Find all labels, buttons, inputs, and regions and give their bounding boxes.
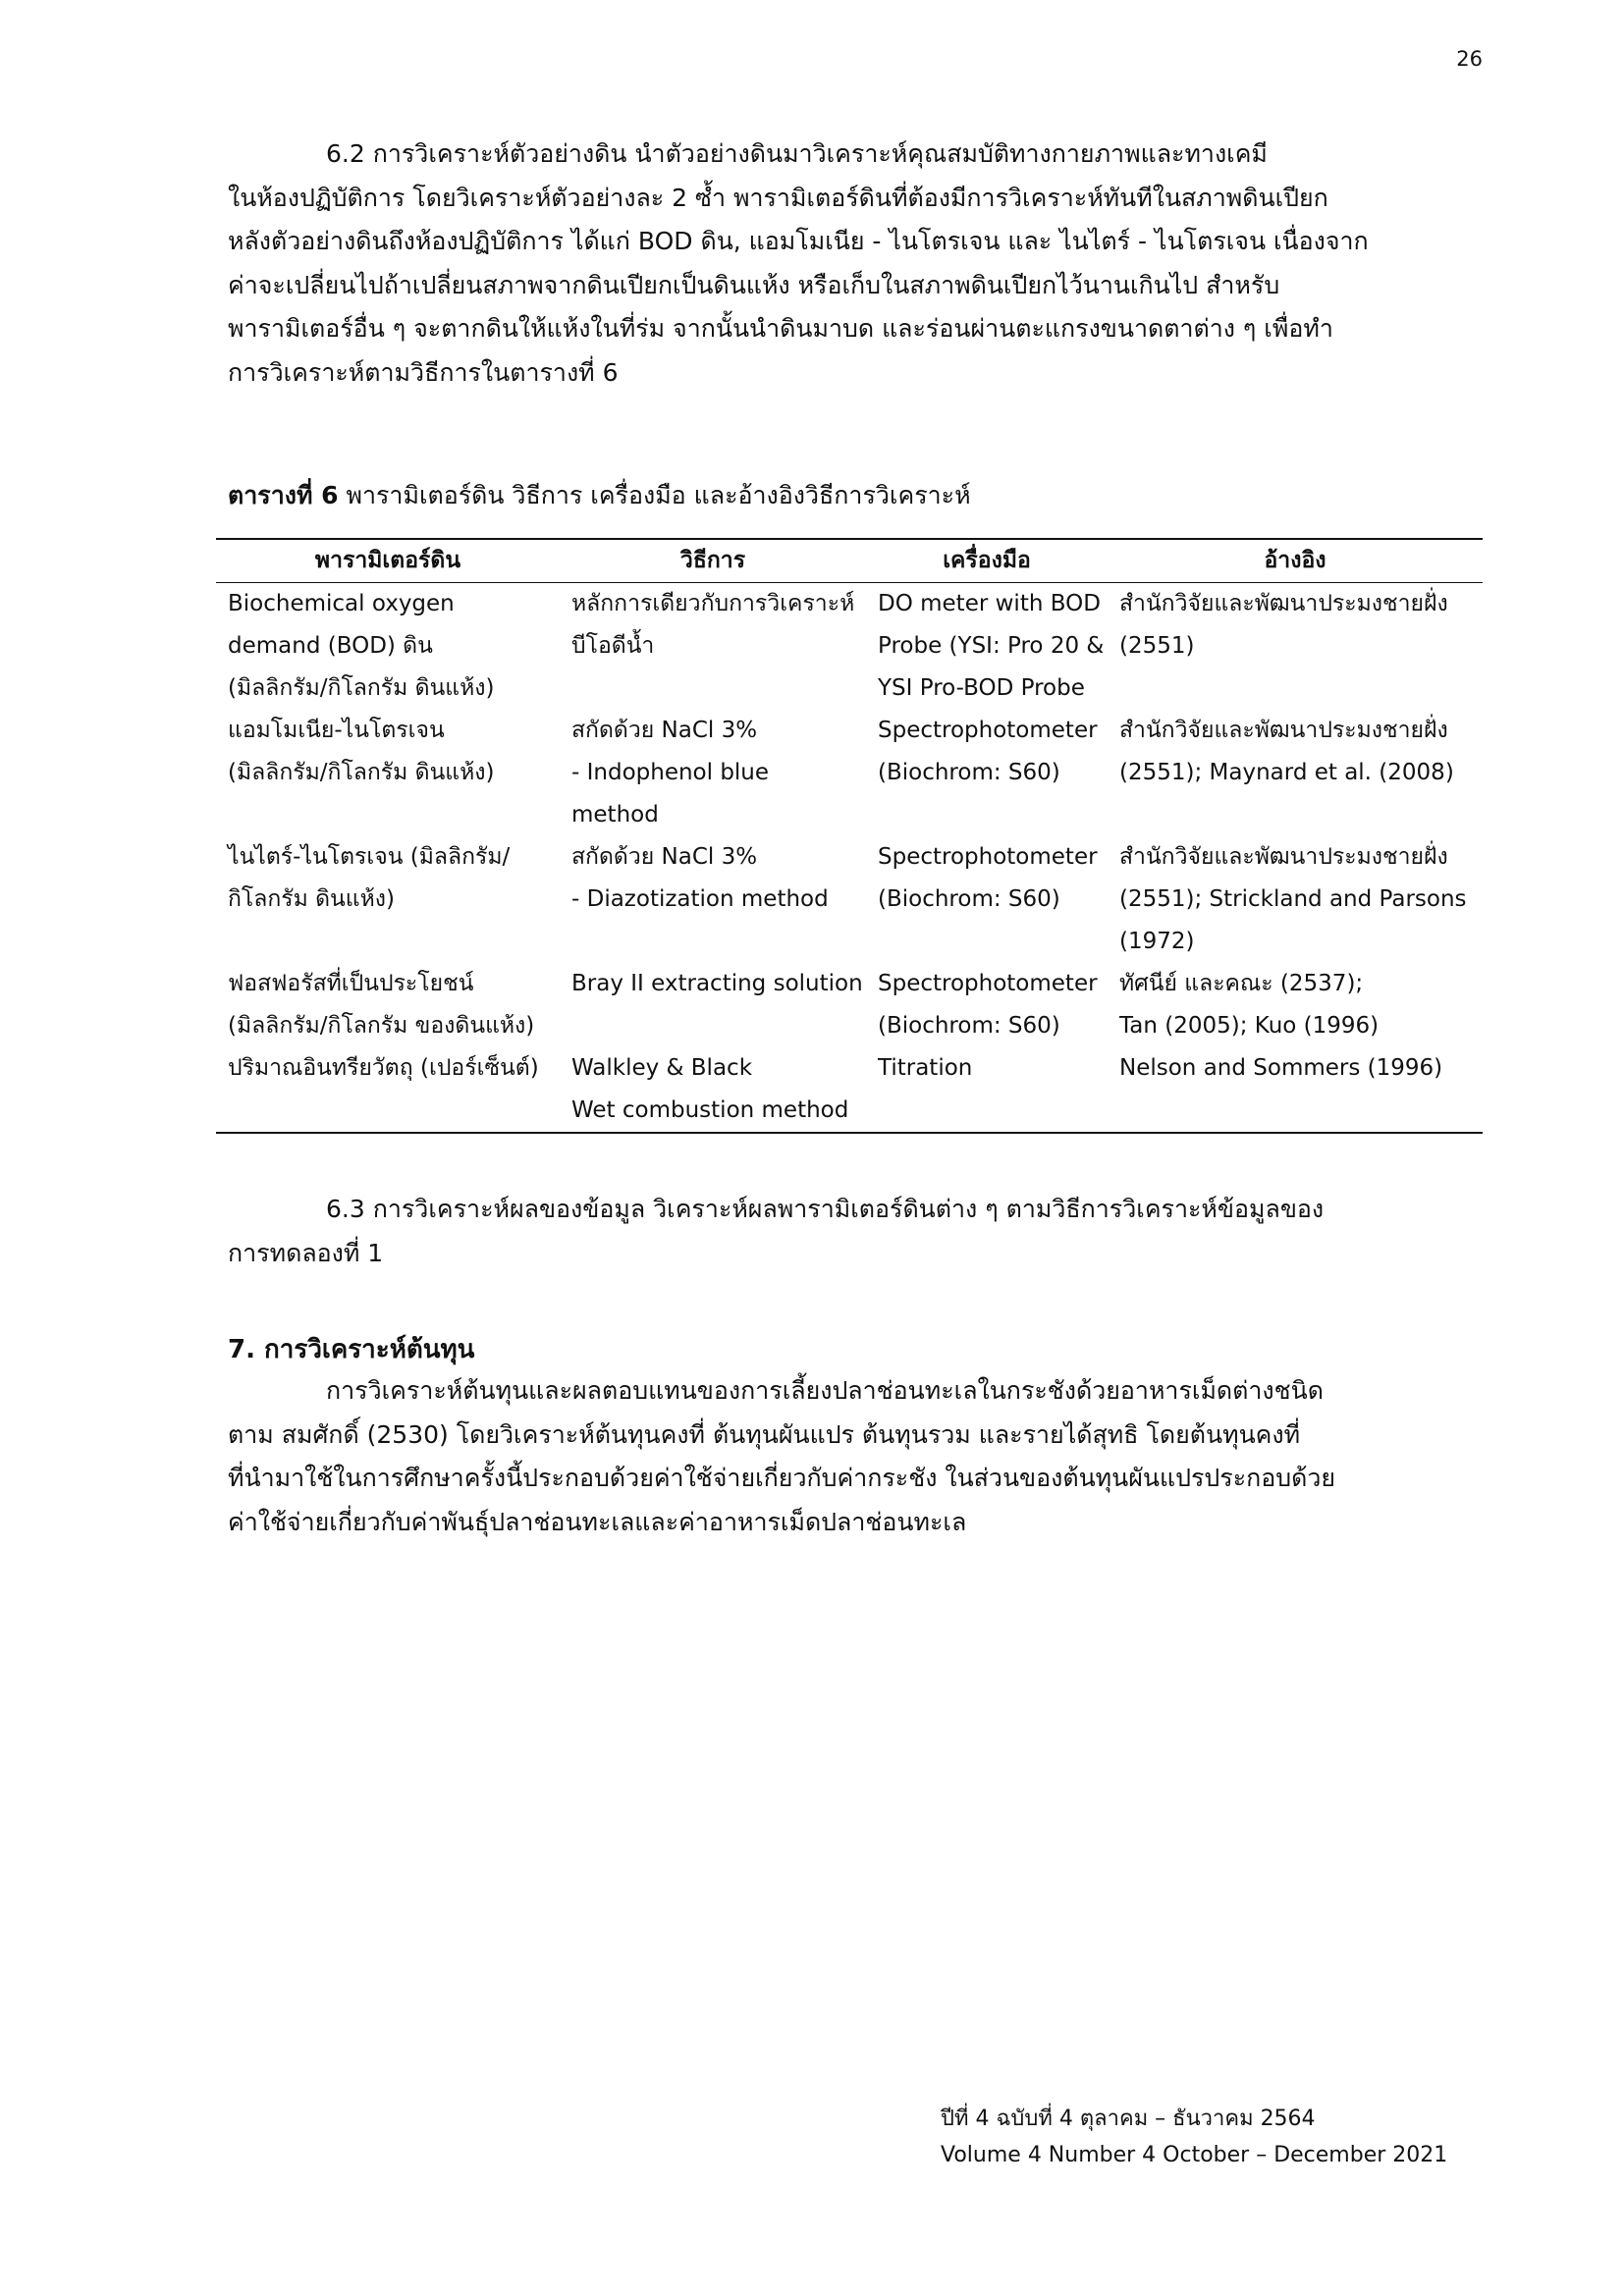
cell-line: (Biochrom: S60) (878, 886, 1060, 912)
cell-line: (1972) (1119, 929, 1195, 954)
table-cell (866, 963, 1108, 1047)
section-heading-7: 7. การวิเคราะห์ต้นทุน (228, 1335, 475, 1364)
text-line: ตาม สมศักดิ์ (2530) โดยวิเคราะห์ต้นทุนคงที่ ต้นทุนผันแปร ต้นทุนรวม และรายได้สุทธิ โดยต้นทุนคงที่ (228, 1419, 1301, 1449)
cell-line: YSI Pro-BOD Probe (878, 675, 1085, 701)
cell-line: Wet combustion method (571, 1097, 849, 1123)
text-line: หลังตัวอย่างดินถึงห้องปฏิบัติการ ได้แก่ BOD ดิน, แอมโมเนีย - ไนโตรเจน และ ไนไตร์ - ไนโตรเจน เนื่องจาก (228, 227, 1369, 255)
cell-line: (2551) (1119, 633, 1195, 659)
cell-line: Titration (878, 1055, 973, 1081)
table-cell (560, 1047, 866, 1133)
text-line: พารามิเตอร์อื่น ๆ จะตากดินให้แห้งในที่ร่ม จากนั้นนำดินมาบด และร่อนผ่านตะแกรงขนาดตาต่าง ๆ เพื่อทำ (228, 314, 1333, 343)
text-line: การทดลองที่ 1 (228, 1238, 384, 1267)
cell-line: (2551); Strickland and Parsons (1119, 886, 1467, 912)
table-cell (560, 583, 866, 711)
cell-line: ปริมาณอินทรียวัตถุ (เปอร์เซ็นต์) (228, 1055, 539, 1081)
cell-line: Bray II extracting solution (571, 971, 863, 996)
cell-line: หลักการเดียวกับการวิเคราะห์ (571, 591, 855, 616)
text-line: ที่นำมาใช้ในการศึกษาครั้งนี้ประกอบด้วยค่าใช้จ่ายเกี่ยวกับค่ากระชัง ในส่วนของต้นทุนผันแปรประกอบด้วย (228, 1464, 1336, 1492)
table-cell (866, 710, 1108, 836)
footer-english: Volume 4 Number 4 October – December 2021 (941, 2143, 1448, 2167)
cell-line: DO meter with BOD (878, 591, 1101, 616)
cell-line: Probe (YSI: Pro 20 & (878, 633, 1105, 659)
cell-line: Biochemical oxygen (228, 591, 455, 616)
column-header: อ้างอิง (1108, 539, 1483, 583)
table-cell (560, 710, 866, 836)
cell-line: Spectrophotometer (878, 718, 1098, 743)
table-cell (216, 836, 560, 963)
cell-line: - Diazotization method (571, 886, 829, 912)
table-caption (228, 476, 1483, 515)
table-cell (1108, 710, 1483, 836)
table-row (216, 963, 1483, 1047)
cell-line: demand (BOD) ดิน (228, 633, 433, 659)
cell-line: Tan (2005); Kuo (1996) (1119, 1013, 1380, 1039)
cell-line: บีโอดีน้ำ (571, 633, 655, 659)
table-caption-text: พารามิเตอร์ดิน วิธีการ เครื่องมือ และอ้างอิงวิธีการวิเคราะห์ (338, 481, 971, 509)
cell-line: สกัดด้วย NaCl 3% (571, 718, 758, 743)
paragraph-7 (228, 1369, 1483, 1544)
table-row (216, 836, 1483, 963)
footer-thai: ปีที่ 4 ฉบับที่ 4 ตุลาคม – ธันวาคม 2564 (941, 2107, 1316, 2131)
table-cell (216, 583, 560, 711)
cell-line: ฟอสฟอรัสที่เป็นประโยชน์ (228, 971, 474, 996)
cell-line: Nelson and Sommers (1996) (1119, 1055, 1443, 1081)
table-cell (560, 963, 866, 1047)
table-cell (1108, 583, 1483, 711)
cell-line: กิโลกรัม ดินแห้ง) (228, 886, 395, 912)
column-header: พารามิเตอร์ดิน (216, 539, 560, 583)
paragraph-6-3 (228, 1188, 1483, 1275)
text-line: ในห้องปฏิบัติการ โดยวิเคราะห์ตัวอย่างละ 2 ซ้ำ พารามิเตอร์ดินที่ต้องมีการวิเคราะห์ทันทีในสภาพดินเปียก (228, 183, 1328, 212)
cell-line: สำนักวิจัยและพัฒนาประมงชายฝั่ง (1119, 591, 1448, 616)
cell-line: สำนักวิจัยและพัฒนาประมงชายฝั่ง (1119, 718, 1448, 743)
table-cell (216, 710, 560, 836)
paragraph-6-2 (228, 133, 1483, 395)
text-line: ค่าจะเปลี่ยนไปถ้าเปลี่ยนสภาพจากดินเปียกเป็นดินแห้ง หรือเก็บในสภาพดินเปียกไว้นานเกินไป สำหรับ (228, 270, 1280, 299)
table-row (216, 1047, 1483, 1133)
column-header: เครื่องมือ (866, 539, 1108, 583)
text-line: 6.2 การวิเคราะห์ตัวอย่างดิน นำตัวอย่างดินมาวิเคราะห์คุณสมบัติทางกายภาพและทางเคมี (326, 139, 1268, 168)
text-line: การวิเคราะห์ตามวิธีการในตารางที่ 6 (228, 357, 619, 387)
cell-line: (2551); Maynard et al. (2008) (1119, 760, 1454, 785)
cell-line: สกัดด้วย NaCl 3% (571, 844, 758, 870)
cell-line: (มิลลิกรัม/กิโลกรัม ของดินแห้ง) (228, 1013, 535, 1039)
table-cell (216, 1047, 560, 1133)
table-row (216, 583, 1483, 711)
page-number: 26 (1456, 47, 1483, 71)
cell-line: ทัศนีย์ และคณะ (2537); (1119, 971, 1364, 996)
cell-line: (Biochrom: S60) (878, 760, 1060, 785)
cell-line: - Indophenol blue (571, 760, 770, 785)
table-cell (866, 1047, 1108, 1133)
table-cell (866, 836, 1108, 963)
cell-line: (มิลลิกรัม/กิโลกรัม ดินแห้ง) (228, 675, 495, 701)
page-footer (941, 2101, 1471, 2173)
cell-line: Walkley & Black (571, 1055, 753, 1081)
table-cell (1108, 836, 1483, 963)
table-caption-label: ตารางที่ 6 (228, 481, 339, 509)
cell-line: (Biochrom: S60) (878, 1013, 1060, 1039)
soil-parameter-table (216, 538, 1483, 1134)
cell-line: (มิลลิกรัม/กิโลกรัม ดินแห้ง) (228, 760, 495, 785)
cell-line: method (571, 802, 659, 828)
table-row (216, 710, 1483, 836)
text-line: 6.3 การวิเคราะห์ผลของข้อมูล วิเคราะห์ผลพารามิเตอร์ดินต่าง ๆ ตามวิธีการวิเคราะห์ข้อมูลของ (326, 1195, 1325, 1223)
cell-line: Spectrophotometer (878, 971, 1098, 996)
cell-line: ไนไตร์-ไนโตรเจน (มิลลิกรัม/ (228, 844, 511, 870)
table-header-row (216, 539, 1483, 583)
cell-line: แอมโมเนีย-ไนโตรเจน (228, 718, 445, 743)
table-cell (560, 836, 866, 963)
table-cell (1108, 1047, 1483, 1133)
table-cell (1108, 963, 1483, 1047)
table-cell (216, 963, 560, 1047)
text-line: การวิเคราะห์ต้นทุนและผลตอบแทนของการเลี้ยงปลาช่อนทะเลในกระชังด้วยอาหารเม็ดต่างชนิด (326, 1376, 1324, 1405)
text-line: ค่าใช้จ่ายเกี่ยวกับค่าพันธุ์ปลาช่อนทะเลและค่าอาหารเม็ดปลาช่อนทะเล (228, 1507, 967, 1536)
table-cell (866, 583, 1108, 711)
cell-line: Spectrophotometer (878, 844, 1098, 870)
column-header: วิธีการ (560, 539, 866, 583)
cell-line: สำนักวิจัยและพัฒนาประมงชายฝั่ง (1119, 844, 1448, 870)
